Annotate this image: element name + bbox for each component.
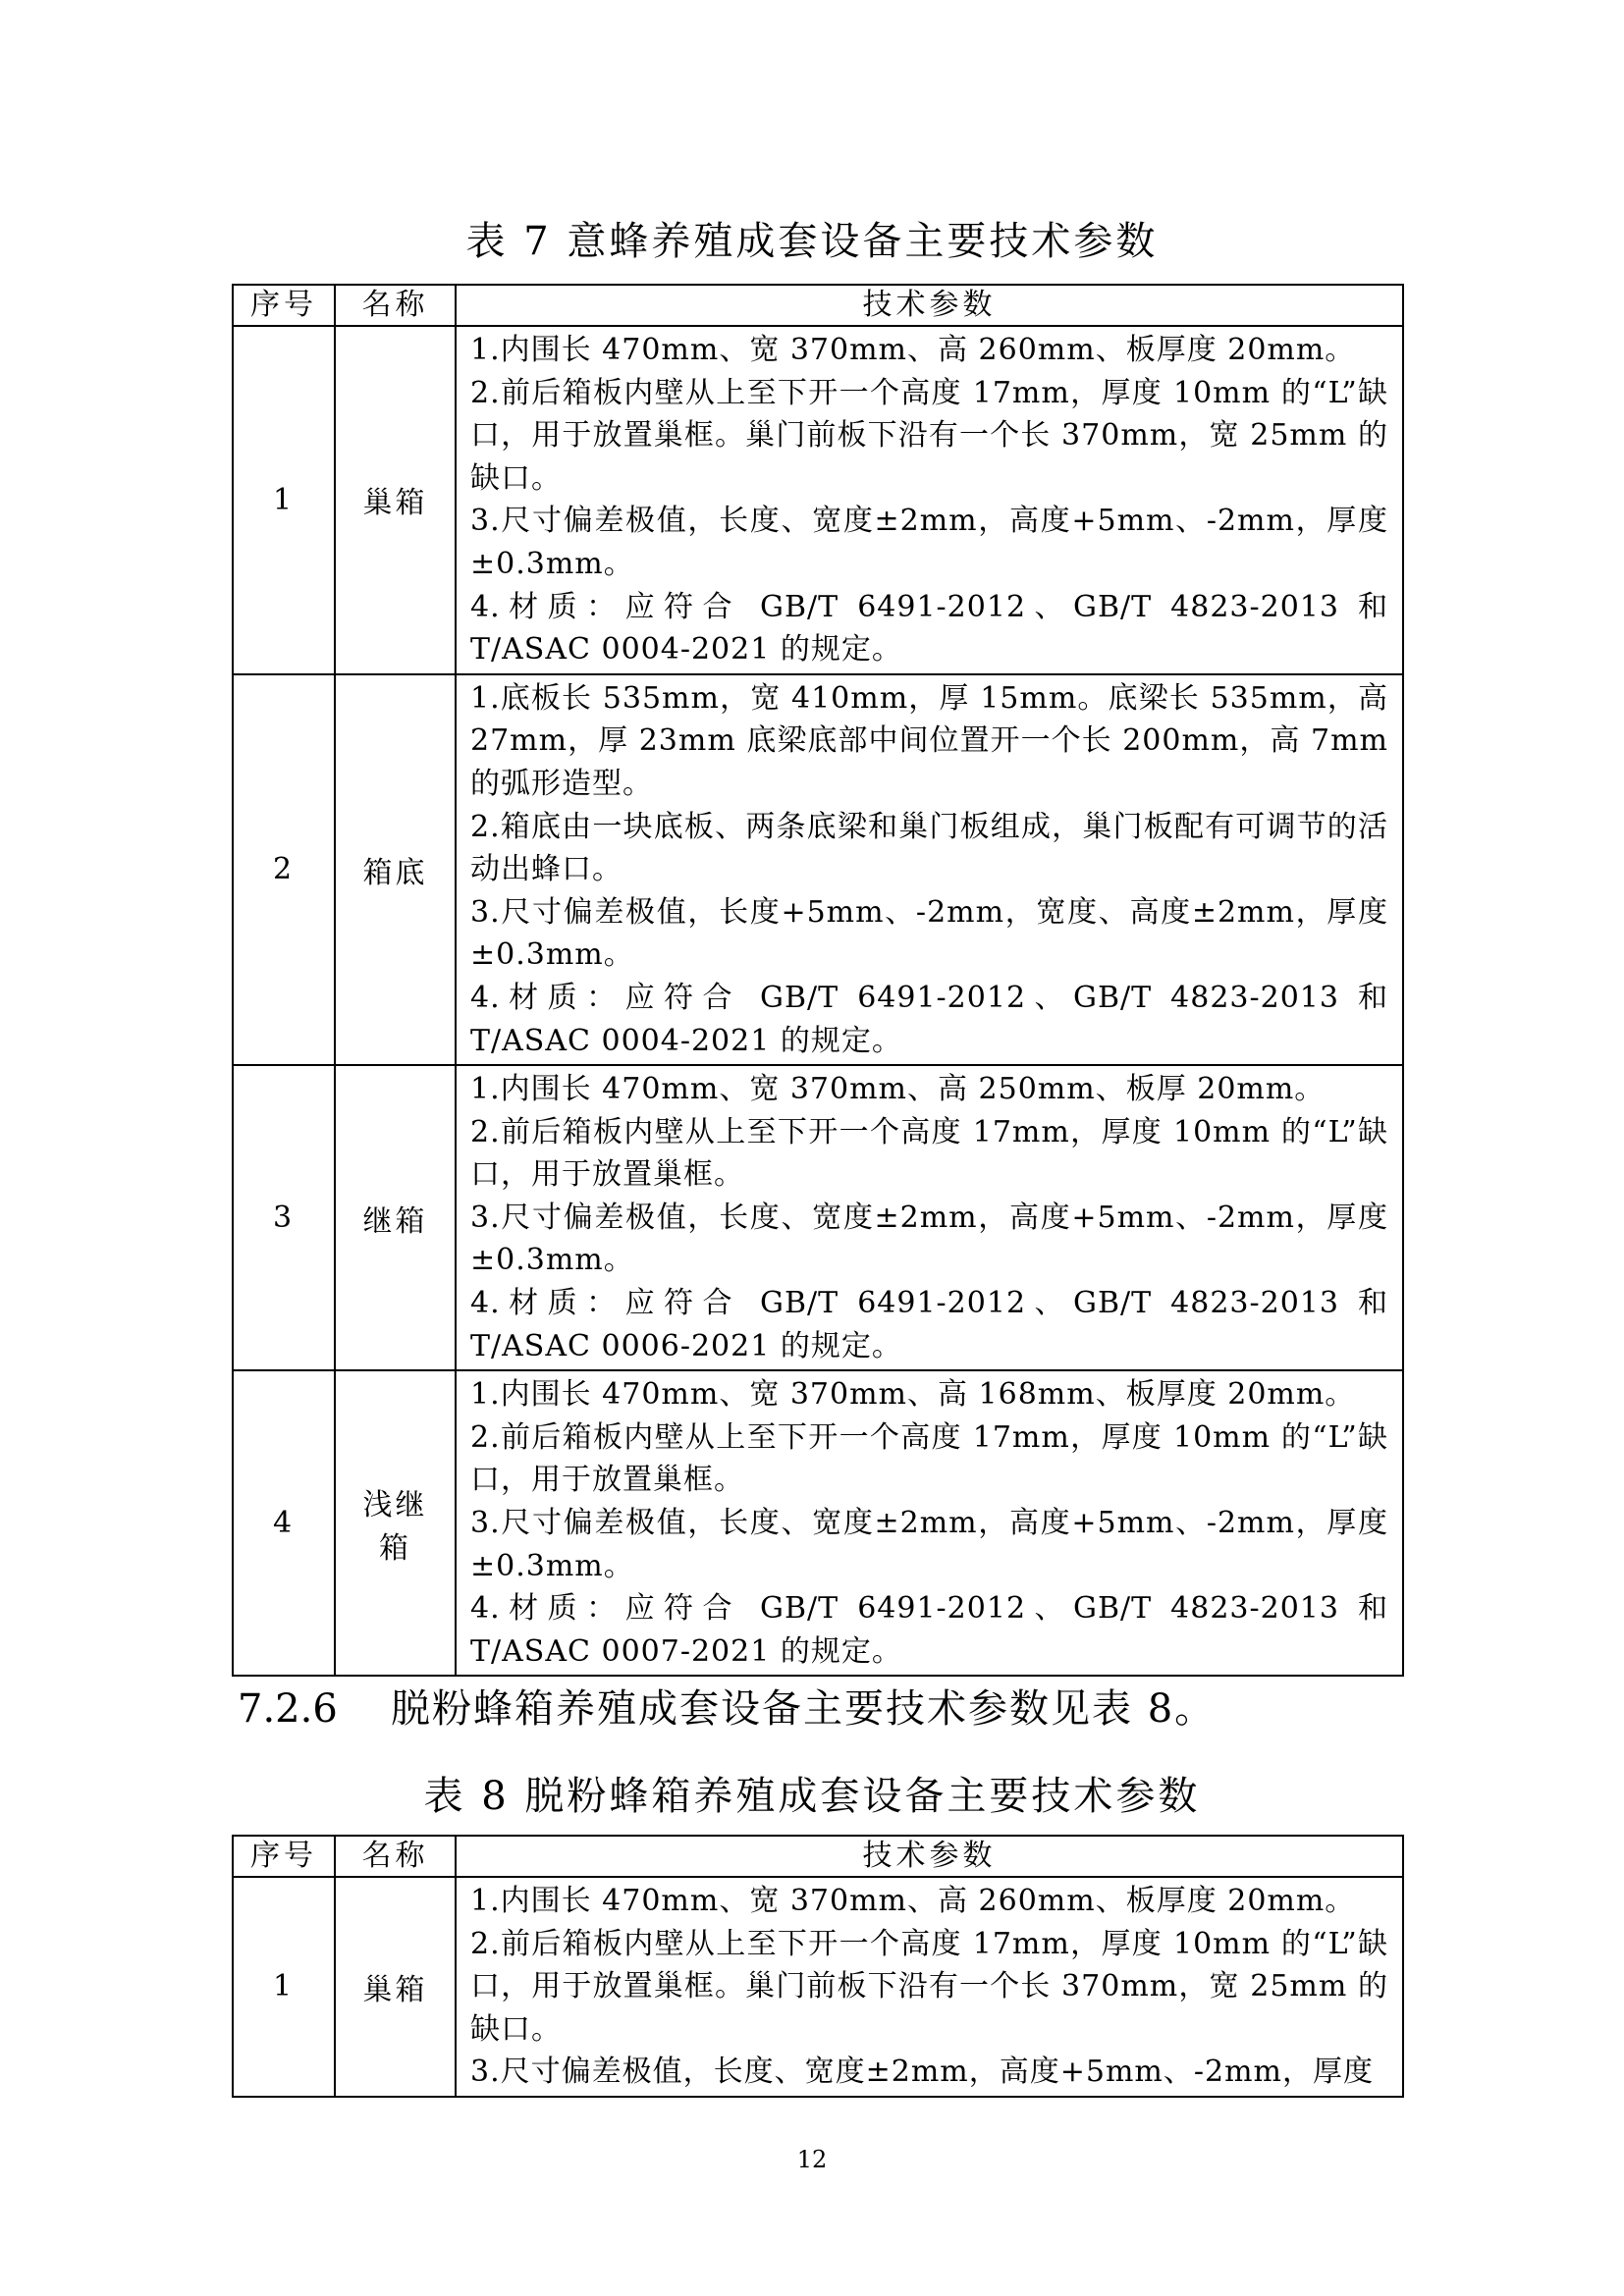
section-7-2-6 bbox=[238, 1685, 1216, 1733]
table-row bbox=[233, 1065, 1403, 1370]
table-7-caption: 表 7 意蜂养殖成套设备主要技术参数 bbox=[465, 219, 1159, 264]
row-index: 4 bbox=[233, 1370, 335, 1676]
param-line: 2.前后箱板内壁从上至下开一个高度 17mm，厚度 10mm 的“L”缺口，用于放置巢框。巢门前板下沿有一个长 370mm，宽 25mm 的缺口。 bbox=[470, 1926, 1388, 2047]
table-row bbox=[233, 1370, 1403, 1676]
param-line: 2.箱底由一块底板、两条底梁和巢门板组成，巢门板配有可调节的活动出蜂口。 bbox=[470, 809, 1388, 887]
row-index: 1 bbox=[233, 326, 335, 674]
row-name: 巢箱 bbox=[335, 1877, 456, 2097]
param-line: 4.材质：应符合 GB/T 6491-2012、GB/T 4823-2013 和 T/ASAC 0007-2021 的规定。 bbox=[470, 1591, 1388, 1669]
param-line: 3.尺寸偏差极值，长度、宽度±2mm，高度+5mm、-2mm，厚度±0.3mm。 bbox=[470, 1200, 1388, 1278]
param-line: 2.前后箱板内壁从上至下开一个高度 17mm，厚度 10mm 的“L”缺口，用于放置巢框。 bbox=[470, 1114, 1388, 1193]
page-number: 12 bbox=[796, 2146, 828, 2173]
param-line: 3.尺寸偏差极值，长度、宽度±2mm，高度+5mm、-2mm，厚度±0.3mm。 bbox=[470, 1506, 1388, 1583]
table-7 bbox=[232, 284, 1404, 1677]
row-params bbox=[456, 674, 1403, 1065]
param-line: 3.尺寸偏差极值，长度、宽度±2mm，高度+5mm、-2mm，厚度±0.3mm。 bbox=[470, 504, 1388, 581]
section-number: 7.2.6 bbox=[238, 1686, 338, 1732]
param-line: 1.内围长 470mm、宽 370mm、高 250mm、板厚 20mm。 bbox=[470, 1072, 1326, 1107]
table-row bbox=[233, 1877, 1403, 2097]
header-params: 技术参数 bbox=[456, 285, 1403, 326]
param-line: 2.前后箱板内壁从上至下开一个高度 17mm，厚度 10mm 的“L”缺口，用于放置巢框。巢门前板下沿有一个长 370mm，宽 25mm 的缺口。 bbox=[470, 375, 1388, 496]
table-row bbox=[233, 674, 1403, 1065]
param-line: 2.前后箱板内壁从上至下开一个高度 17mm，厚度 10mm 的“L”缺口，用于放置巢框。 bbox=[470, 1419, 1388, 1498]
row-index: 3 bbox=[233, 1065, 335, 1370]
row-index: 1 bbox=[233, 1877, 335, 2097]
param-line: 4.材质：应符合 GB/T 6491-2012、GB/T 4823-2013 和 T/ASAC 0004-2021 的规定。 bbox=[470, 980, 1388, 1058]
row-name: 浅继箱 bbox=[335, 1370, 456, 1676]
header-index: 序号 bbox=[233, 1836, 335, 1877]
row-name: 箱底 bbox=[335, 674, 456, 1065]
table-8 bbox=[232, 1835, 1404, 2098]
row-name: 巢箱 bbox=[335, 326, 456, 674]
header-name: 名称 bbox=[335, 1836, 456, 1877]
row-params bbox=[456, 326, 1403, 674]
param-line: 1.内围长 470mm、宽 370mm、高 260mm、板厚度 20mm。 bbox=[470, 1884, 1356, 1918]
header-params: 技术参数 bbox=[456, 1836, 1403, 1877]
row-name: 继箱 bbox=[335, 1065, 456, 1370]
table-8-caption: 表 8 脱粉蜂箱养殖成套设备主要技术参数 bbox=[423, 1774, 1201, 1819]
row-params bbox=[456, 1370, 1403, 1676]
param-line: 1.底板长 535mm，宽 410mm，厚 15mm。底梁长 535mm，高 27mm，厚 23mm 底梁底部中间位置开一个长 200mm，高 7mm 的弧形造型。 bbox=[470, 680, 1388, 801]
row-index: 2 bbox=[233, 674, 335, 1065]
table-row bbox=[233, 326, 1403, 674]
param-line: 1.内围长 470mm、宽 370mm、高 168mm、板厚度 20mm。 bbox=[470, 1377, 1356, 1413]
table-header-row bbox=[233, 1836, 1403, 1877]
param-line: 1.内围长 470mm、宽 370mm、高 260mm、板厚度 20mm。 bbox=[470, 333, 1356, 367]
header-index: 序号 bbox=[233, 285, 335, 326]
row-params bbox=[456, 1877, 1403, 2097]
param-line: 3.尺寸偏差极值，长度、宽度±2mm，高度+5mm、-2mm，厚度 bbox=[470, 2055, 1374, 2090]
table-header-row bbox=[233, 285, 1403, 326]
header-name: 名称 bbox=[335, 285, 456, 326]
param-line: 3.尺寸偏差极值，长度+5mm、-2mm，宽度、高度±2mm，厚度±0.3mm。 bbox=[470, 894, 1388, 973]
param-line: 4.材质：应符合 GB/T 6491-2012、GB/T 4823-2013 和 T/ASAC 0006-2021 的规定。 bbox=[470, 1286, 1388, 1363]
section-text: 脱粉蜂箱养殖成套设备主要技术参数见表 8。 bbox=[391, 1686, 1217, 1732]
param-line: 4.材质：应符合 GB/T 6491-2012、GB/T 4823-2013 和 T/ASAC 0004-2021 的规定。 bbox=[470, 589, 1388, 667]
row-params bbox=[456, 1065, 1403, 1370]
